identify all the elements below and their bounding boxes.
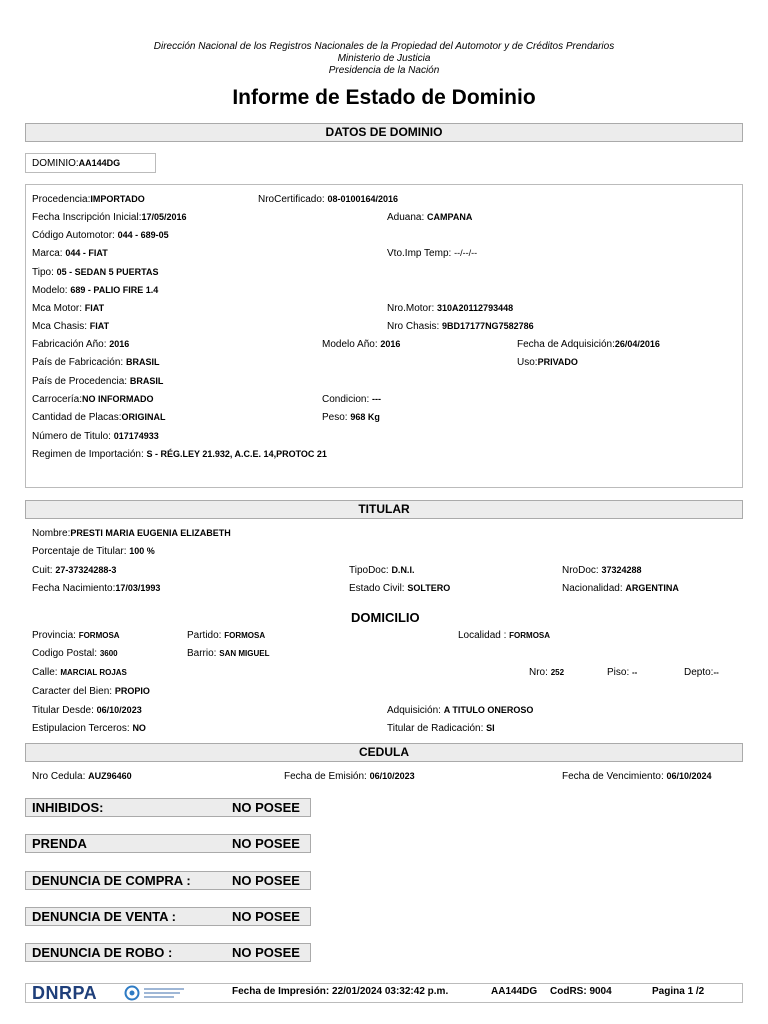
nrodoc-field: NroDoc: 37324288 (562, 565, 642, 576)
nro-motor-field: Nro.Motor: 310A20112793448 (387, 303, 514, 314)
nombre-field: Nombre:PRESTI MARIA EUGENIA ELIZABETH (32, 528, 231, 539)
titular-radicacion-field: Titular de Radicación: SI (387, 723, 495, 734)
numero-titulo-field: Número de Titulo: 017174933 (32, 431, 159, 442)
calle-field: Calle: MARCIAL ROJAS (32, 667, 127, 678)
status-value: NO POSEE (232, 836, 300, 851)
procedencia-field: Procedencia:IMPORTADO (32, 194, 145, 205)
denuncia-compra-status (25, 871, 311, 890)
estado-civil-field: Estado Civil: SOLTERO (349, 583, 451, 594)
fecha-impresion: Fecha de Impresión: 22/01/2024 03:32:42 p.m. (232, 986, 449, 997)
piso-field: Piso: -- (607, 667, 638, 678)
denuncia-venta-status (25, 907, 311, 926)
footer-codrs: CodRS: 9004 (550, 986, 612, 997)
page-title: Informe de Estado de Dominio (232, 86, 536, 109)
dnrpa-logo-mark-icon (124, 985, 140, 1001)
status-label: DENUNCIA DE VENTA : (32, 909, 176, 924)
footer-bar (25, 983, 743, 1003)
titular-desde-field: Titular Desde: 06/10/2023 (32, 705, 142, 716)
status-value: NO POSEE (232, 800, 300, 815)
pais-fabricacion-field: País de Fabricación: BRASIL (32, 357, 160, 368)
dominio-field: DOMINIO:AA144DG (32, 158, 121, 169)
nro-chasis-field: Nro Chasis: 9BD17177NG7582786 (387, 321, 534, 332)
barrio-field: Barrio: SAN MIGUEL (187, 648, 270, 659)
header-ministry: Ministerio de Justicia (337, 53, 431, 64)
porcentaje-field: Porcentaje de Titular: 100 % (32, 546, 155, 557)
modelo-anio-field: Modelo Año: 2016 (322, 339, 401, 350)
status-label: DENUNCIA DE COMPRA : (32, 873, 191, 888)
denuncia-robo-status (25, 943, 311, 962)
fecha-nacimiento-field: Fecha Nacimiento:17/03/1993 (32, 583, 161, 594)
caracter-bien-field: Caracter del Bien: PROPIO (32, 686, 150, 697)
prenda-status (25, 834, 311, 853)
adquisicion-field: Adquisición: A TITULO ONEROSO (387, 705, 534, 716)
tipodoc-field: TipoDoc: D.N.I. (349, 565, 415, 576)
cuit-field: Cuit: 27-37324288-3 (32, 565, 117, 576)
regimen-field: Regimen de Importación: S - RÉG.LEY 21.932, A.C.E. 14,PROTOC 21 (32, 449, 327, 460)
nro-certificado-field: NroCertificado: 08-0100164/2016 (258, 194, 399, 205)
dominio-box (25, 153, 156, 173)
marca-field: Marca: 044 - FIAT (32, 248, 108, 259)
status-value: NO POSEE (232, 945, 300, 960)
logo-tagline-decor (144, 988, 184, 990)
localidad-field: Localidad : FORMOSA (458, 630, 551, 641)
logo-tagline-decor (144, 996, 174, 998)
vto-imp-field: Vto.Imp Temp: --/--/-- (387, 248, 478, 259)
header-presidency: Presidencia de la Nación (328, 65, 440, 76)
fecha-inscripcion-field: Fecha Inscripción Inicial:17/05/2016 (32, 212, 187, 223)
peso-field: Peso: 968 Kg (322, 412, 380, 423)
section-datos-dominio: DATOS DE DOMINIO (25, 123, 743, 142)
status-value: NO POSEE (232, 909, 300, 924)
provincia-field: Provincia: FORMOSA (32, 630, 120, 641)
carroceria-field: Carrocería:NO INFORMADO (32, 394, 154, 405)
mca-motor-field: Mca Motor: FIAT (32, 303, 105, 314)
depto-field: Depto:-- (684, 667, 719, 678)
estipulacion-field: Estipulacion Terceros: NO (32, 723, 146, 734)
partido-field: Partido: FORMOSA (187, 630, 266, 641)
nacionalidad-field: Nacionalidad: ARGENTINA (562, 583, 679, 594)
footer-dominio: AA144DG (491, 986, 538, 997)
pais-procedencia-field: País de Procedencia: BRASIL (32, 376, 164, 387)
footer-pagina: Pagina 1 /2 (652, 986, 705, 997)
fecha-emision-field: Fecha de Emisión: 06/10/2023 (284, 771, 415, 782)
section-titular: TITULAR (25, 500, 743, 519)
mca-chasis-field: Mca Chasis: FIAT (32, 321, 110, 332)
codigo-automotor-field: Código Automotor: 044 - 689-05 (32, 230, 169, 241)
uso-field: Uso:PRIVADO (517, 357, 578, 368)
fecha-vencimiento-field: Fecha de Vencimiento: 06/10/2024 (562, 771, 712, 782)
dnrpa-logo: DNRPA (32, 983, 98, 1003)
condicion-field: Condicion: --- (322, 394, 382, 405)
modelo-field: Modelo: 689 - PALIO FIRE 1.4 (32, 285, 159, 296)
inhibidos-status (25, 798, 311, 817)
status-label: INHIBIDOS: (32, 800, 104, 815)
status-label: PRENDA (32, 836, 87, 851)
aduana-field: Aduana: CAMPANA (387, 212, 473, 223)
fabricacion-anio-field: Fabricación Año: 2016 (32, 339, 130, 350)
tipo-field: Tipo: 05 - SEDAN 5 PUERTAS (32, 267, 159, 278)
nro-cedula-field: Nro Cedula: AUZ96460 (32, 771, 132, 782)
codigo-postal-field: Codigo Postal: 3600 (32, 648, 118, 659)
nro-field: Nro: 252 (529, 667, 565, 678)
status-label: DENUNCIA DE ROBO : (32, 945, 173, 960)
domicilio-heading: DOMICILIO (351, 610, 420, 625)
section-cedula: CEDULA (25, 743, 743, 762)
fecha-adquisicion-field: Fecha de Adquisición:26/04/2016 (517, 339, 660, 350)
status-value: NO POSEE (232, 873, 300, 888)
header-agency: Dirección Nacional de los Registros Nacionales de la Propiedad del Automotor y de Créditos Prendarios (153, 41, 615, 52)
cantidad-placas-field: Cantidad de Placas:ORIGINAL (32, 412, 166, 423)
logo-tagline-decor (144, 992, 180, 994)
